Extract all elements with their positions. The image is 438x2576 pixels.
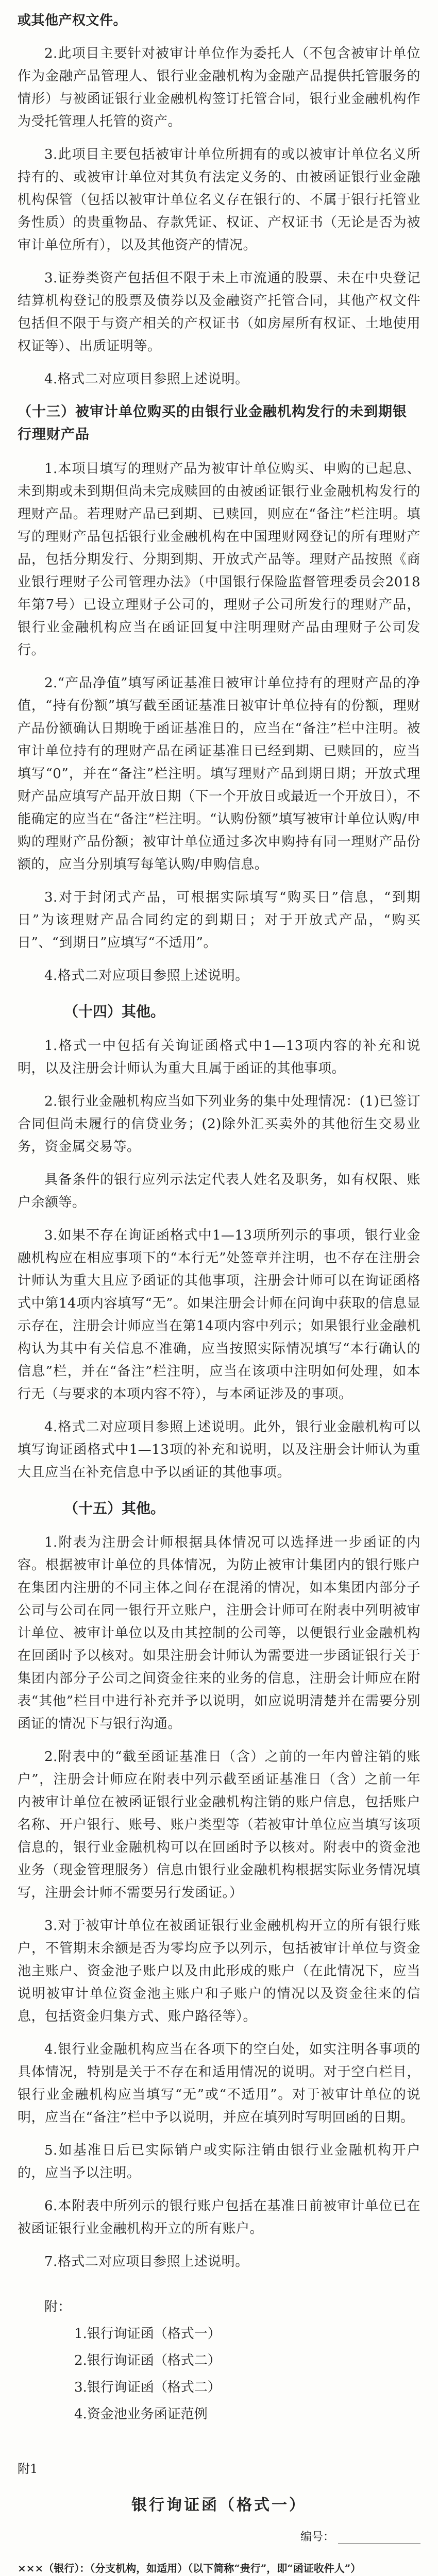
attachment-form bbox=[18, 2459, 420, 2576]
document-body bbox=[18, 9, 420, 2576]
serial-input[interactable] bbox=[338, 2532, 420, 2544]
paragraph: 6.本附表中所列示的银行账户包括在基准日前被审计单位已在被函证银行业金融机构开立的所有账户。 bbox=[18, 2198, 420, 2236]
section-heading-14: （十四）其他。 bbox=[64, 1003, 165, 1020]
attachment-number: 附1 bbox=[18, 2462, 38, 2476]
paragraph-continuation: 或其他产权文件。 bbox=[18, 13, 127, 28]
paragraph: 1.本项目填写的理财产品为被审计单位购买、申购的已起息、未到期或未到期但尚未完成赎回的由被函证银行业金融机构发行的理财产品。若理财产品已到期、已赎回，则应在“备注”栏注明。填写的理财产品包括银行业金融机构在中国理财网登记的所有理财产品，包括分期发行、分期到期、开放式产品等。理财产品按照《商业银行理财子公司管理办法》（中国银行保险监督管理委员会2018年第7号）已设立理财子公司的，理财子公司所发行的理财产品，银行业金融机构应当在函证回复中注明理财产品由理财子公司发行。 bbox=[18, 461, 420, 658]
paragraph: 2.银行业金融机构应当如下列业务的集中处理情况：(1)已签订合同但尚未履行的信贷业务；(2)除外汇买卖外的其他衍生交易业务，资金属交易等。 bbox=[18, 1094, 420, 1155]
form-title: 银行询证函（格式一） bbox=[131, 2496, 307, 2514]
paragraph: 3.证券类资产包括但不限于未上市流通的股票、未在中央登记结算机构登记的股票及债券以及金融资产托管合同，其他产权文件包括但不限于与资产相关的产权证书（如房屋所有权证、土地使用权证等）、出质证明等。 bbox=[18, 270, 420, 354]
appendix-lead: 附： bbox=[44, 2299, 72, 2315]
section-heading-13: （十三）被审计单位购买的由银行业金融机构发行的未到期银行理财产品 bbox=[18, 404, 407, 443]
paragraph: 4.格式二对应项目参照上述说明。 bbox=[44, 968, 249, 984]
paragraph: 1.附表为注册会计师根据具体情况可以选择进一步函证的内容。根据被审计单位的具体情况，为防止被审计集团内的银行账户在集团内注册的不同主体之间存在混淆的情况，如本集团内部分子公司与公司在同一银行开立账户，注册会计师可在附表中列明被审计单位、被审计单位以及由其控制的公司等，以便银行业金融机构在回函时予以核对。如果注册会计师认为需要进一步函证银行关于集团内部分子公司之间资金往来的业务的信息，注册会计师应在附表“其他”栏目中进行补充并予以说明，如应说明清楚并在需要分别函证的情况下与银行沟通。 bbox=[18, 1535, 420, 1732]
appendix-item: 4.资金池业务函证范例 bbox=[74, 2406, 208, 2422]
paragraph: 1.格式一中包括有关询证函格式中1—13项内容的补充和说明，以及注册会计师认为重大且属于函证的其他事项。 bbox=[18, 1038, 420, 1076]
paragraph: 3.此项目主要包括被审计单位所拥有的或以被审计单位名义所持有的、或被审计单位对其负有法定义务的、由被函证银行业金融机构保管（包括以被审计单位名义存在银行的、不属于银行托管业务性质）的贵重物品、存款凭证、权证、产权证书（无论是否为被审计单位所有），以及其他资产的情况。 bbox=[18, 147, 420, 253]
paragraph: 4.格式二对应项目参照上述说明。此外，银行业金融机构可以填写询证函格式中1—13项的补充和说明，以及注册会计师认为重大且应当在补充信息中予以函证的其他事项。 bbox=[18, 1419, 420, 1480]
serial-label: 编号： bbox=[300, 2531, 334, 2544]
paragraph: 2.附表中的“截至函证基准日（含）之前的一年内曾注销的账户”，注册会计师应在附表中列示截至函证基准日（含）之前一年内被审计单位在被函证银行业金融机构注销的账户信息，包括账户名称、开户银行、账号、账户类型等（若被审计单位应当填写该项信息的，银行业金融机构可以在回函时予以核对。附表中的资金池业务（现金管理服务）信息由银行业金融机构根据实际业务情况填写，注册会计师不需要另行发函证。） bbox=[18, 1749, 420, 1901]
paragraph: 3.对于被审计单位在被函证银行业金融机构开立的所有银行账户，不管期末余额是否为零均应予以列示，包括被审计单位与资金池主账户、资金池子账户以及由此形成的账户（在此情况下，应当说明被审计单位资金池主账户和子账户的情况以及资金往来的信息，包括资金归集方式、账户路径等）。 bbox=[18, 1918, 420, 2024]
paragraph: 3.如果不存在询证函格式中1—13项所列示的事项，银行业金融机构应在相应事项下的“本行无”处签章并注明，也不存在注册会计师认为重大且应予函证的其他事项，注册会计师可以在询证函格式中第14项内容填写“无”。如果注册会计师在问询中获取的信息显示存在，注册会计师应当在第14项内容中列示；如果银行业金融机构认为其中有关信息不准确，应当按照实际情况填写“本行确认的信息”栏，并在“备注”栏注明，应当在该项中注明如何处理，如本行无（与要求的本项内容不符），与本函证涉及的事项。 bbox=[18, 1228, 420, 1402]
paragraph: 7.格式二对应项目参照上述说明。 bbox=[44, 2254, 249, 2269]
paragraph: 5.如基准日后已实际销户或实际注销由银行业金融机构开户的，应当予以注明。 bbox=[18, 2143, 420, 2181]
paragraph: 2.“产品净值”填写函证基准日被审计单位持有的理财产品的净值，“持有份额”填写截至函证基准日被审计单位持有的份额，理财产品份额确认日期晚于函证基准日的，应当在“备注”栏中注明。被审计单位持有的理财产品在函证基准日已经到期、已赎回的，应当填写“0”，并在“备注”栏注明。填写理财产品到期日期；开放式理财产品应填写产品开放日期（下一个开放日或最近一个开放日），不能确定的应当在“备注”栏注明。“认购份额”填写被审计单位认购/申购的理财产品份额；被审计单位通过多次申购持有同一理财产品份额的，应当分别填写每笔认购/申购信息。 bbox=[18, 675, 421, 872]
appendix-item: 1.银行询证函（格式一） bbox=[74, 2326, 221, 2342]
section-heading-15: （十五）其他。 bbox=[64, 1500, 165, 1517]
paragraph: 具备条件的银行应列示法定代表人姓名及职务，如有权限、账户余额等。 bbox=[18, 1172, 420, 1210]
appendix-item: 3.银行询证函（格式二） bbox=[74, 2380, 221, 2395]
serial-number bbox=[18, 2528, 420, 2544]
paragraph: 2.此项目主要针对被审计单位作为委托人（不包含被审计单位作为金融产品管理人、银行业金融机构为金融产品提供托管服务的情形）与被函证银行业金融机构签订托管合同，银行业金融机构作为受托管理人托管的资产。 bbox=[18, 46, 420, 129]
paragraph: 3.对于封闭式产品，可根据实际填写“购买日”信息，“到期日”为该理财产品合同约定的到期日；对于开放式产品，“购买日”、“到期日”应填写“不适用”。 bbox=[18, 890, 420, 951]
appendix-item: 2.银行询证函（格式二） bbox=[74, 2353, 221, 2368]
appendix-list bbox=[18, 2294, 420, 2428]
paragraph: 4.格式二对应项目参照上述说明。 bbox=[44, 371, 249, 387]
addressee-line: ×××（银行）：（分支机构，如适用）（以下简称“贵行”，即“函证收件人”） bbox=[18, 2562, 361, 2574]
paragraph: 4.银行业金融机构应当在各项下的空白处，如实注明各事项的具体情况，特别是关于不存在和适用情况的说明。对于空白栏目，银行业金融机构应当填写“无”或“不适用”。对于被审计单位的说明，应当在“备注”栏中予以说明，并应在填列时写明回函的日期。 bbox=[18, 2042, 420, 2125]
